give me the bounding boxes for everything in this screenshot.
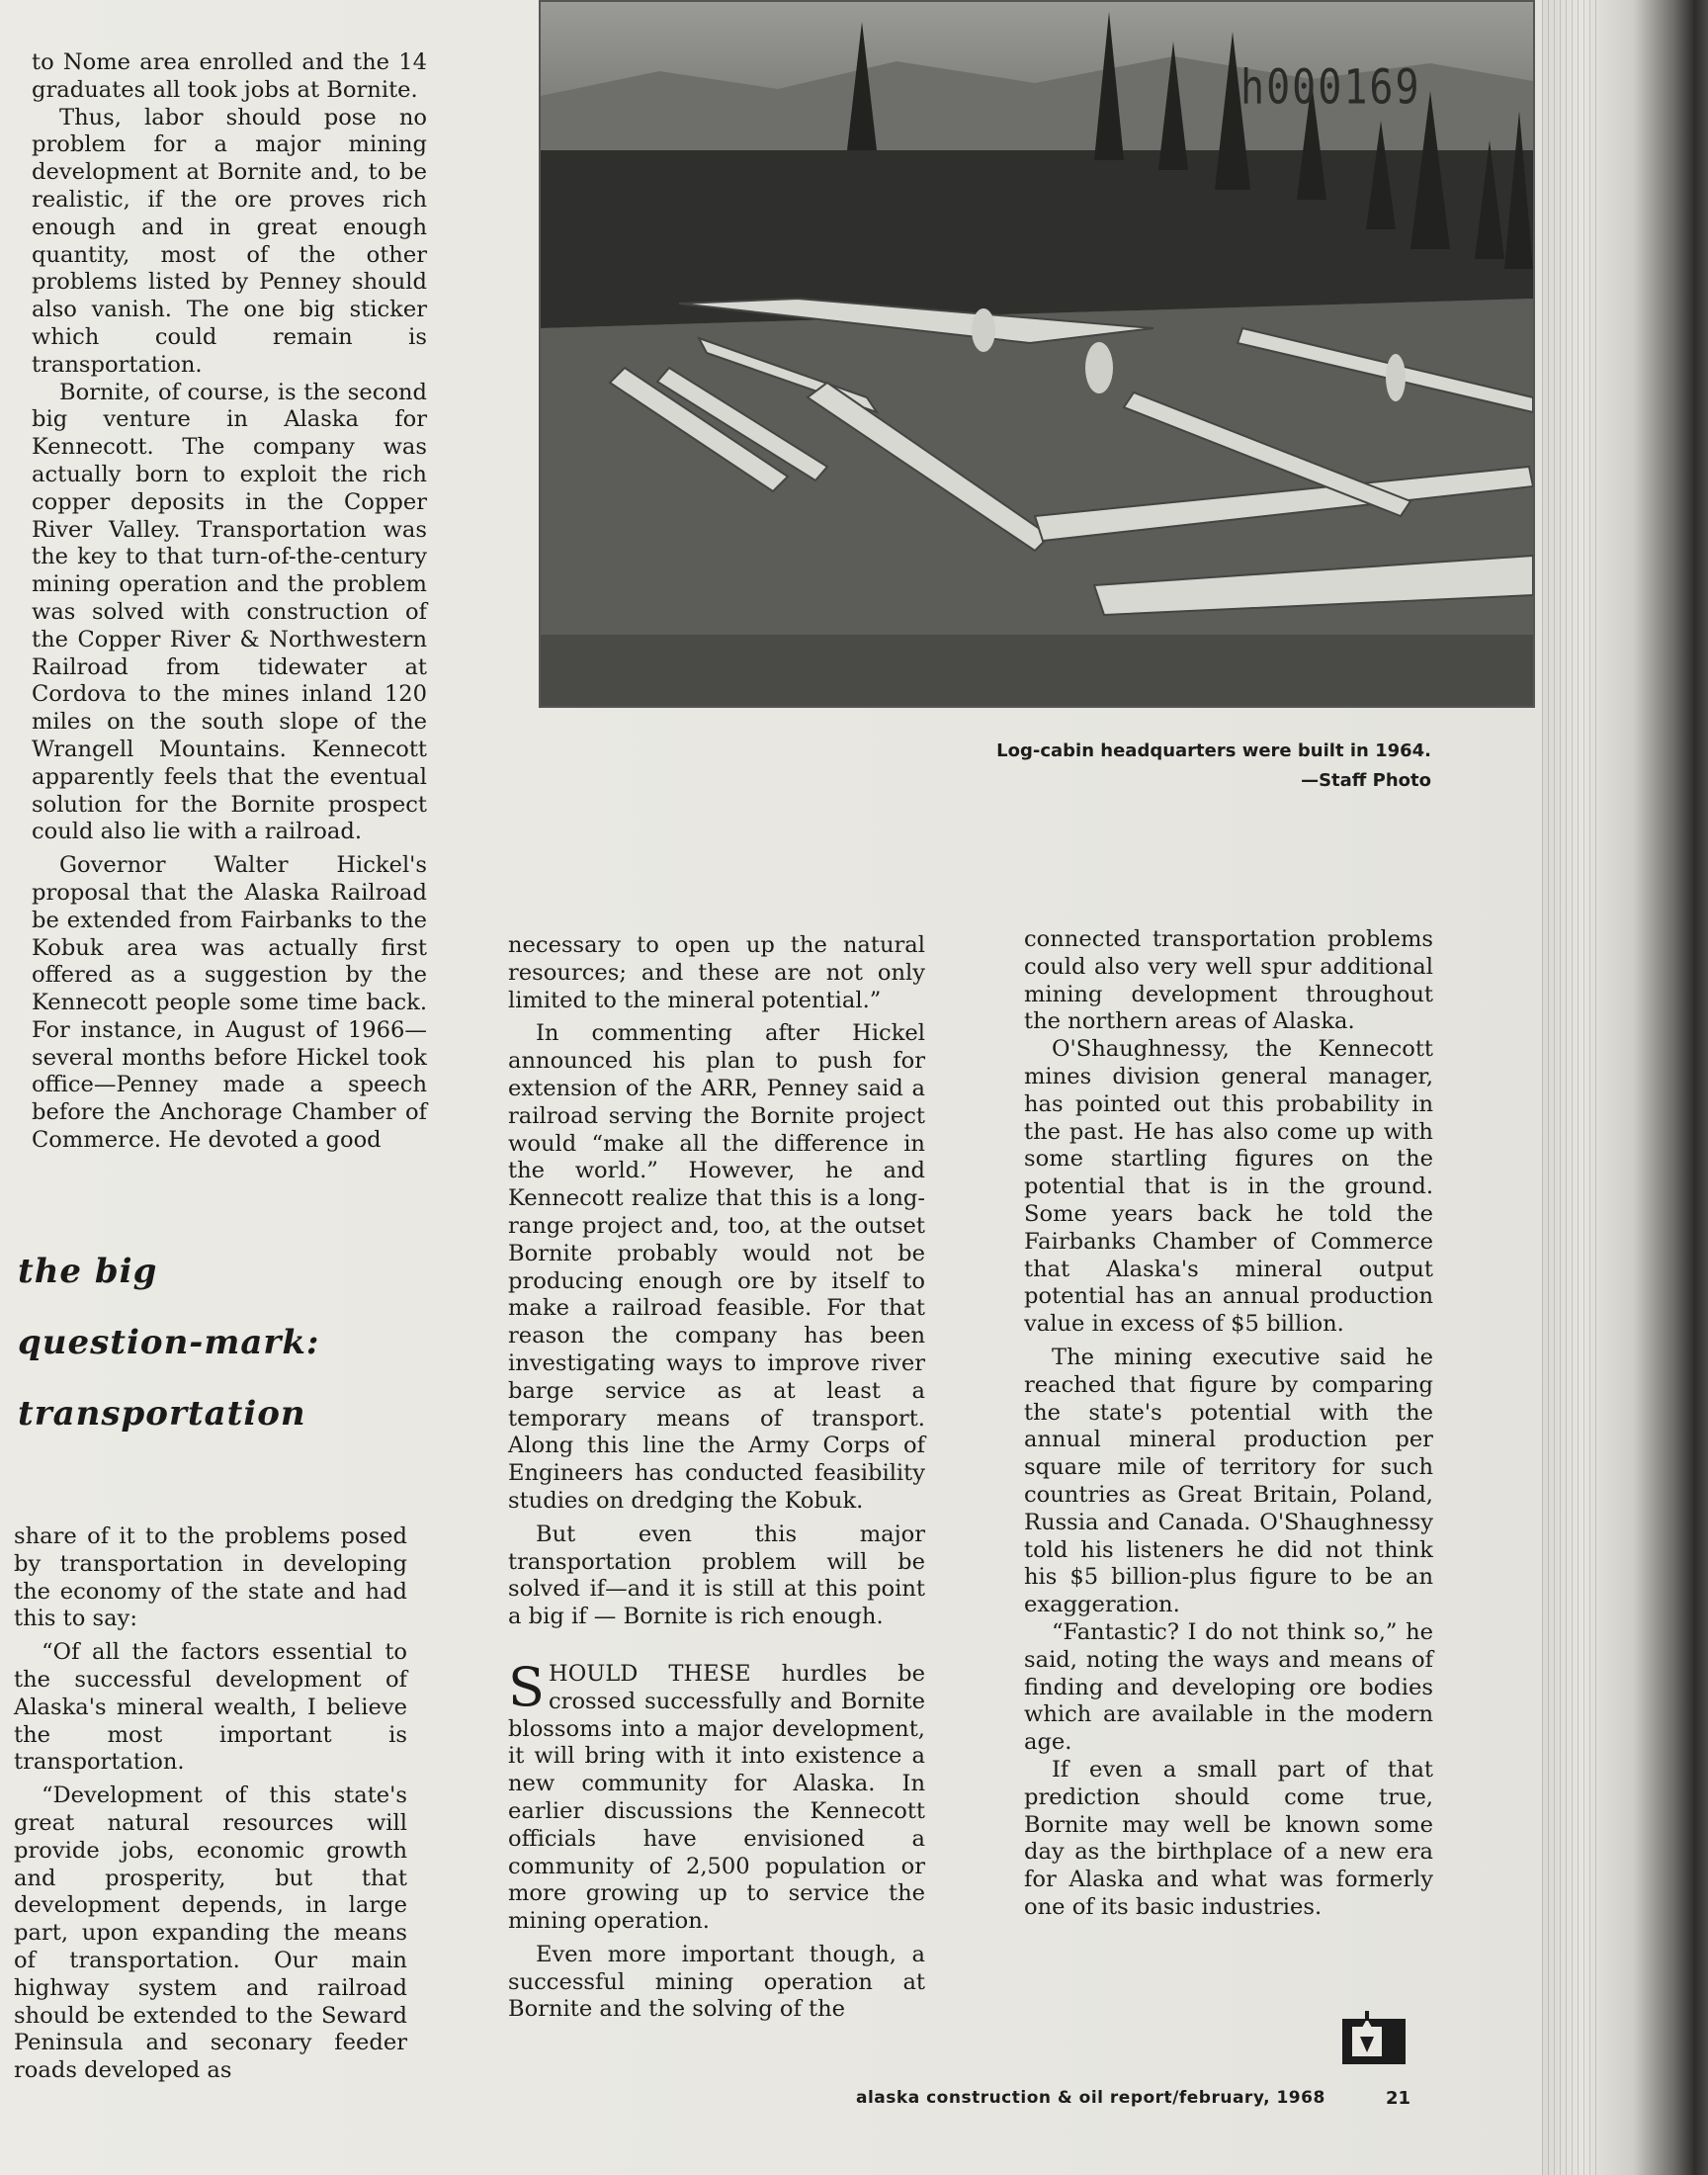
publication-footer: alaska construction & oil report/february, 1968	[856, 2088, 1325, 2108]
paragraph: O'Shaughnessy, the Kennecott mines division general manager, has pointed out this probability in the past. He has also come up with some startling figures on the potential that is in the ground. Some years back he told the Fairbanks Chamber of Commerce that Alaska's mineral output potential has an annual production value in excess of $5 billion.	[1024, 1036, 1433, 1338]
heading-line: transportation	[18, 1394, 306, 1434]
paragraph: Bornite, of course, is the second big venture in Alaska for Kennecott. The company was actually born to exploit the rich copper deposits in the Copper River Valley. Transportation was the key to that turn-of-the-century mining operation and the problem was solved with construction of the Copper River & Northwestern Railroad from tidewater at Cordova to the mines inland 120 miles on the south slope of the Wrangell Mountains. Kennecott apparently feels that the eventual solution for the Bornite prospect could also lie with a railroad.	[32, 379, 427, 845]
heading-line: the big	[18, 1252, 158, 1291]
paragraph: “Fantastic? I do not think so,” he said, noting the ways and means of finding and developing ore bodies which are available in the modern age.	[1024, 1618, 1433, 1756]
paragraph: Even more important though, a successful mining operation at Bornite and the solving of the	[508, 1941, 925, 2023]
publication-logo-icon	[1338, 2009, 1409, 2068]
paragraph: But even this major transportation problem will be solved if—and it is still at this point a big if — Bornite is rich enough.	[508, 1521, 925, 1630]
heading-line: question-mark:	[18, 1323, 320, 1362]
paragraph: connected transportation problems could also very well spur additional mining development throughout the northern areas of Alaska.	[1024, 926, 1433, 1035]
section-heading	[18, 1236, 413, 1449]
paragraph: share of it to the problems posed by transportation in developing the economy of the state and had this to say:	[14, 1523, 407, 1632]
column-3	[1024, 926, 1433, 1922]
paragraph: “Of all the factors essential to the successful development of Alaska's mineral wealth, I believe the most important is transportation.	[14, 1639, 407, 1776]
photo-caption	[929, 737, 1431, 796]
column-1-top	[32, 49, 427, 1155]
paragraph: Thus, labor should pose no problem for a major mining development at Bornite and, to be realistic, if the ore proves rich enough and in great enough quantity, most of the other problems listed by Penney should also vanish. The one big sticker which could remain is transportation.	[32, 104, 427, 378]
page-number: 21	[1386, 2088, 1411, 2109]
paragraph: The mining executive said he reached that figure by comparing the state's potential with the annual mineral production per square mile of territory for such countries as Great Britain, Poland, Russia and Canada. O'Shaughnessy told his listeners he did not think his $5 billion-plus figure to be an exaggeration.	[1024, 1344, 1433, 1618]
paragraph-dropcap	[508, 1655, 925, 1936]
paragraph: Governor Walter Hickel's proposal that the Alaska Railroad be extended from Fairbanks to the Kobuk area was actually first offered as a suggestion by the Kennecott people some time back. For instance, in August of 1966—several months before Hickel took office—Penney made a speech before the Anchorage Chamber of Commerce. He devoted a good	[32, 852, 427, 1154]
paragraph: In commenting after Hickel announced his plan to push for extension of the ARR, Penney said a railroad serving the Bornite project would “make all the difference in the world.” However, he and Kennecott realize that this is a long-range project and, too, at the outset Bornite probably would not be producing enough ore by itself to make a railroad feasible. For that reason the company has been investigating ways to improve river barge service as at least a temporary means of transport. Along this line the Army Corps of Engineers has conducted feasibility studies on dredging the Kobuk.	[508, 1020, 925, 1514]
paragraph: to Nome area enrolled and the 14 graduates all took jobs at Bornite.	[32, 49, 427, 103]
drop-cap: S	[508, 1655, 545, 1718]
photo-credit: —Staff Photo	[1301, 770, 1431, 791]
paragraph-text: HOULD THESE hurdles be crossed successfully and Bornite blossoms into a major development, it will bring with it into existence a new community for Alaska. In earlier discussions the Kennecott officials have envisioned a community of 2,500 population or more growing up to service the mining operation.	[508, 1660, 925, 1935]
page-binding-edge	[1542, 0, 1708, 2175]
paragraph: “Development of this state's great natural resources will provide jobs, economic growth and prosperity, but that development depends, in large part, upon expanding the means of transportation. Our main highway system and railroad should be extended to the Seward Peninsula and seconary feeder roads developed as	[14, 1783, 407, 2084]
column-2	[508, 932, 925, 2024]
caption-text: Log-cabin headquarters were built in 1964.	[996, 740, 1431, 761]
archive-stamp: h000169	[1240, 60, 1421, 116]
paragraph: necessary to open up the natural resources; and these are not only limited to the mineral potential.”	[508, 932, 925, 1013]
paragraph: If even a small part of that prediction should come true, Bornite may well be known some day as the birthplace of a new era for Alaska and what was formerly one of its basic industries.	[1024, 1756, 1433, 1920]
column-1-bottom	[14, 1523, 407, 2085]
